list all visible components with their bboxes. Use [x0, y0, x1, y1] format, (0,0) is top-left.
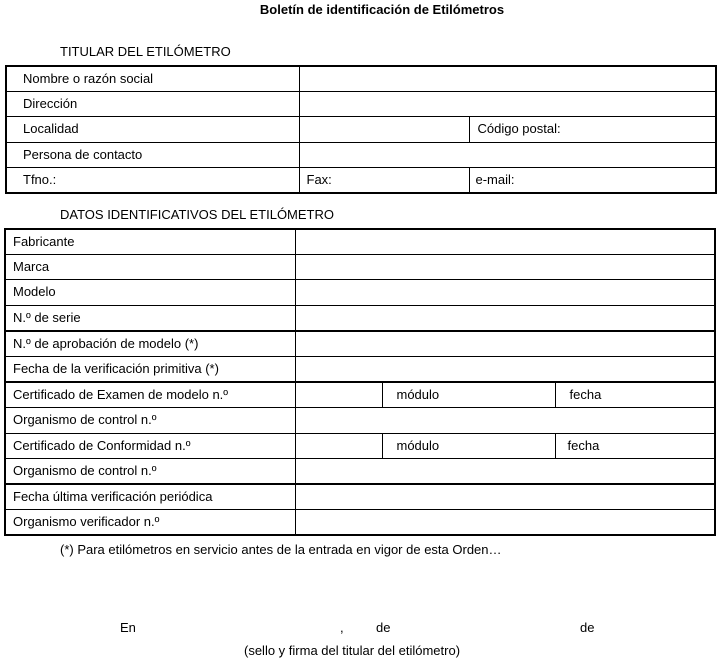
- label-tfno[interactable]: Tfno.:: [6, 167, 299, 193]
- document-title: Boletín de identificación de Etilómetros: [259, 2, 505, 17]
- label-organismo-verificador: Organismo verificador n.º: [5, 510, 295, 536]
- field-organismo-verificador[interactable]: [295, 510, 715, 536]
- label-localidad: Localidad: [6, 117, 299, 142]
- label-aprobacion: N.º de aprobación de modelo (*): [5, 331, 295, 357]
- signature-comma: ,: [340, 620, 344, 635]
- label-cert-conformidad: Certificado de Conformidad n.º: [5, 433, 295, 458]
- label-fax[interactable]: Fax:: [299, 167, 469, 193]
- section-heading-titular: TITULAR DEL ETILÓMETRO: [60, 44, 231, 59]
- signature-de-month: de: [376, 620, 391, 635]
- field-marca[interactable]: [295, 255, 715, 280]
- label-nombre: Nombre o razón social: [6, 66, 299, 92]
- table-row: [5, 484, 715, 510]
- table-row: [6, 66, 716, 92]
- field-aprobacion[interactable]: [295, 331, 715, 357]
- signature-en: En: [120, 620, 136, 635]
- section-heading-datos: DATOS IDENTIFICATIVOS DEL ETILÓMETRO: [60, 207, 334, 222]
- field-organismo-control[interactable]: [295, 408, 715, 433]
- signature-caption: (sello y firma del titular del etilómetro): [244, 643, 461, 658]
- label-fabricante: Fabricante: [5, 229, 295, 255]
- label-email[interactable]: e-mail:: [469, 167, 716, 193]
- label-codigo-postal[interactable]: Código postal:: [469, 117, 716, 142]
- field-direccion[interactable]: [299, 92, 716, 117]
- label-cert-examen: Certificado de Examen de modelo n.º: [5, 382, 295, 408]
- label-num-serie: N.º de serie: [5, 305, 295, 331]
- label-marca: Marca: [5, 255, 295, 280]
- table-row: [5, 305, 715, 331]
- table-row: [5, 408, 715, 433]
- table-row: [5, 510, 715, 536]
- table-row: [5, 382, 715, 408]
- label-fecha[interactable]: fecha: [555, 433, 715, 458]
- label-persona-contacto: Persona de contacto: [6, 142, 299, 167]
- field-fecha-ultima[interactable]: [295, 484, 715, 510]
- datos-table: [4, 228, 716, 536]
- label-direccion: Dirección: [6, 92, 299, 117]
- field-fabricante[interactable]: [295, 229, 715, 255]
- table-row: [5, 433, 715, 458]
- field-cert-conformidad[interactable]: [295, 433, 382, 458]
- table-row: [6, 117, 716, 142]
- titular-table: [5, 65, 717, 194]
- field-num-serie[interactable]: [295, 305, 715, 331]
- label-fecha-ultima: Fecha última verificación periódica: [5, 484, 295, 510]
- field-localidad[interactable]: [299, 117, 469, 142]
- signature-de-year: de: [580, 620, 595, 635]
- field-modelo[interactable]: [295, 280, 715, 305]
- table-row: [5, 229, 715, 255]
- field-fecha-verif-primitiva[interactable]: [295, 356, 715, 382]
- field-nombre[interactable]: [299, 66, 716, 92]
- table-row: [6, 142, 716, 167]
- label-organismo-control: Organismo de control n.º: [5, 458, 295, 484]
- table-row: [5, 458, 715, 484]
- table-row: [5, 356, 715, 382]
- table-row: [6, 92, 716, 117]
- table-row: [5, 255, 715, 280]
- label-fecha-verif-primitiva: Fecha de la verificación primitiva (*): [5, 356, 295, 382]
- footnote: (*) Para etilómetros en servicio antes de la entrada en vigor de esta Orden…: [60, 542, 502, 557]
- field-cert-examen[interactable]: [295, 382, 382, 408]
- label-modulo[interactable]: módulo: [382, 382, 555, 408]
- field-organismo-control[interactable]: [295, 458, 715, 484]
- label-modelo: Modelo: [5, 280, 295, 305]
- field-persona-contacto[interactable]: [299, 142, 716, 167]
- table-row: [5, 331, 715, 357]
- label-fecha[interactable]: fecha: [555, 382, 715, 408]
- label-organismo-control: Organismo de control n.º: [5, 408, 295, 433]
- table-row: [5, 280, 715, 305]
- table-row: [6, 167, 716, 193]
- label-modulo[interactable]: módulo: [382, 433, 555, 458]
